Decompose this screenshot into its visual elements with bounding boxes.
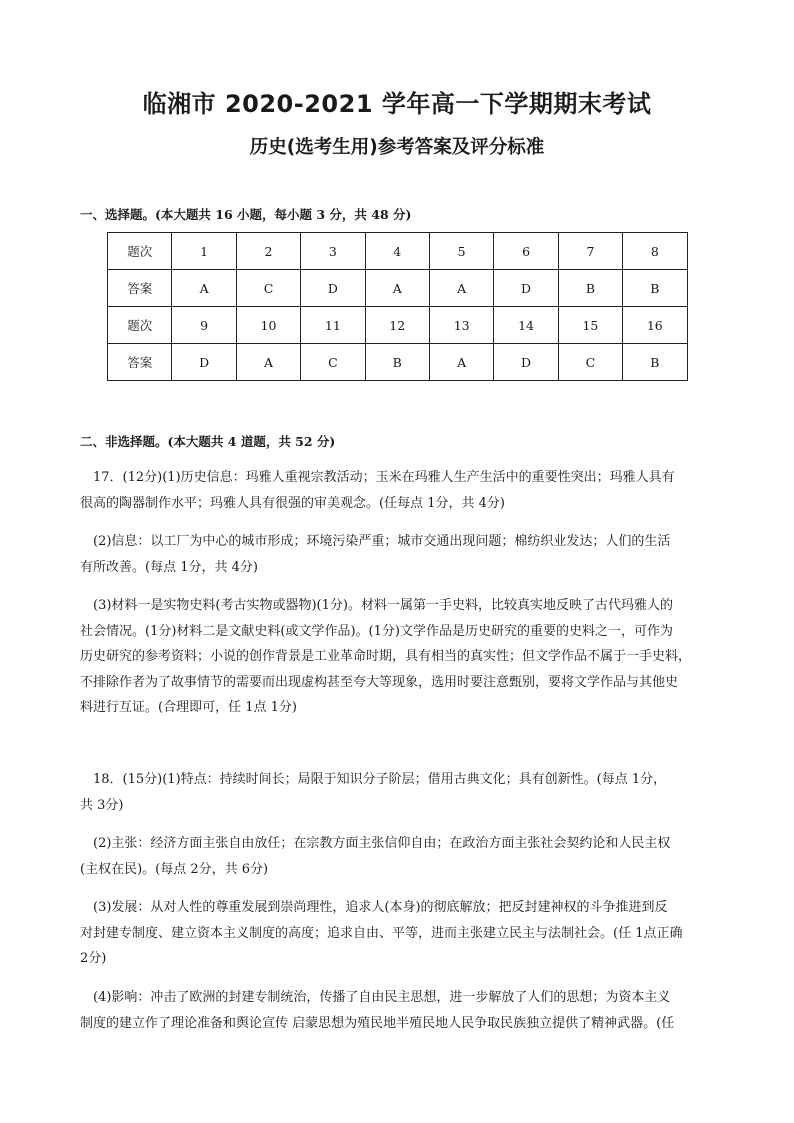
table-cell: 16 bbox=[623, 307, 687, 344]
table-cell: A bbox=[236, 344, 300, 381]
table-cell: 12 bbox=[365, 307, 429, 344]
text-line: (4)影响：冲击了欧洲的封建专制统治，传播了自由民主思想，进一步解放了人们的思想；为资本主义 bbox=[80, 990, 671, 1005]
table-row bbox=[108, 270, 688, 307]
table-cell: 11 bbox=[301, 307, 365, 344]
text-line: 有所改善。(每点 1分，共 4分) bbox=[80, 559, 258, 575]
text-line: 2分) bbox=[80, 951, 107, 966]
table-cell: 13 bbox=[429, 307, 493, 344]
text-line: 18．(15分)(1)特点：持续时间长；局限于知识分子阶层；借用古典文化；具有创新性。(每点 1分， bbox=[80, 772, 667, 787]
q18-part4 bbox=[80, 985, 720, 1036]
text-line: (3)发展：从对人性的尊重发展到崇尚理性，追求人(本身)的彻底解放；把反封建神权的斗争推进到反 bbox=[80, 900, 668, 915]
table-cell: 4 bbox=[365, 233, 429, 270]
table-cell: 10 bbox=[236, 307, 300, 344]
table-row bbox=[108, 233, 688, 270]
table-cell: 5 bbox=[429, 233, 493, 270]
table-row bbox=[108, 344, 688, 381]
section-heading-choice: 一、选择题。(本大题共 16 小题，每小题 3 分，共 48 分) bbox=[80, 207, 412, 222]
table-row-header: 答案 bbox=[108, 344, 172, 381]
q18-part1 bbox=[80, 767, 720, 818]
table-cell: B bbox=[623, 270, 687, 307]
table-row-header: 题次 bbox=[108, 233, 172, 270]
table-cell: B bbox=[623, 344, 687, 381]
table-cell: C bbox=[301, 344, 365, 381]
text-line: 对封建专制度、建立资本主义制度的高度；追求自由、平等，进而主张建立民主与法制社会。(任 1点正确 bbox=[80, 925, 683, 941]
table-cell: B bbox=[365, 344, 429, 381]
table-cell: A bbox=[429, 344, 493, 381]
section-heading-nonchoice: 二、非选择题。(本大题共 4 道题，共 52 分) bbox=[80, 434, 336, 449]
table-cell: 14 bbox=[494, 307, 558, 344]
table-cell: 6 bbox=[494, 233, 558, 270]
answer-table bbox=[107, 232, 688, 381]
table-cell: A bbox=[429, 270, 493, 307]
text-line: 17．(12分)(1)历史信息：玛雅人重视宗教活动；玉米在玛雅人生产生活中的重要性突出；玛雅人具有 bbox=[80, 470, 675, 485]
q17-part2 bbox=[80, 529, 720, 580]
text-line: 共 3分) bbox=[80, 797, 124, 813]
q17-part3 bbox=[80, 593, 720, 721]
table-cell: B bbox=[558, 270, 622, 307]
table-cell: D bbox=[494, 344, 558, 381]
table-row-header: 题次 bbox=[108, 307, 172, 344]
table-cell: 2 bbox=[236, 233, 300, 270]
text-line: 不排除作者为了故事情节的需要而出现虚构甚至夸大等现象，选用时要注意甄别，要将文学作品与其他史 bbox=[80, 674, 679, 690]
text-line: 社会情况。(1分)材料二是文献史料(或文学作品)。(1分)文学作品是历史研究的重要的史料之一，可作为 bbox=[80, 623, 673, 639]
page-subtitle: 历史(选考生用)参考答案及评分标准 bbox=[249, 137, 545, 158]
table-row-header: 答案 bbox=[108, 270, 172, 307]
table-cell: 3 bbox=[301, 233, 365, 270]
text-line: (2)主张：经济方面主张自由放任；在宗教方面主张信仰自由；在政治方面主张社会契约论和人民主权 bbox=[80, 836, 671, 851]
text-line: 很高的陶器制作水平；玛雅人具有很强的审美观念。(任每点 1分，共 4分) bbox=[80, 495, 505, 511]
table-cell: 1 bbox=[172, 233, 236, 270]
table-row bbox=[108, 307, 688, 344]
table-cell: C bbox=[236, 270, 300, 307]
text-line: (主权在民)。(每点 2分，共 6分) bbox=[80, 861, 269, 877]
q18-part2 bbox=[80, 831, 720, 882]
q18-part3 bbox=[80, 895, 720, 972]
text-line: 制度的建立作了理论准备和舆论宣传 启蒙思想为殖民地半殖民地人民争取民族独立提供了精神武器。(任 bbox=[80, 1015, 675, 1031]
page-title: 临湘市 2020-2021 学年高一下学期期末考试 bbox=[142, 90, 652, 118]
table-cell: D bbox=[301, 270, 365, 307]
table-cell: A bbox=[365, 270, 429, 307]
table-cell: D bbox=[172, 344, 236, 381]
table-cell: 9 bbox=[172, 307, 236, 344]
q17-part1 bbox=[80, 465, 720, 516]
table-cell: 8 bbox=[623, 233, 687, 270]
table-cell: 7 bbox=[558, 233, 622, 270]
table-cell: 15 bbox=[558, 307, 622, 344]
text-line: 历史研究的参考资料；小说的创作背景是工业革命时期，具有相当的真实性；但文学作品不属于一手史料， bbox=[80, 649, 692, 664]
text-line: (3)材料一是实物史料(考古实物或器物)(1分)。材料一属第一手史料，比较真实地反映了古代玛雅人的 bbox=[80, 598, 673, 613]
table-cell: A bbox=[172, 270, 236, 307]
table-cell: D bbox=[494, 270, 558, 307]
text-line: (2)信息：以工厂为中心的城市形成；环境污染严重；城市交通出现问题；棉纺织业发达；人们的生活 bbox=[80, 534, 671, 549]
text-line: 料进行互证。(合理即可，任 1点 1分) bbox=[80, 700, 297, 715]
table-cell: C bbox=[558, 344, 622, 381]
